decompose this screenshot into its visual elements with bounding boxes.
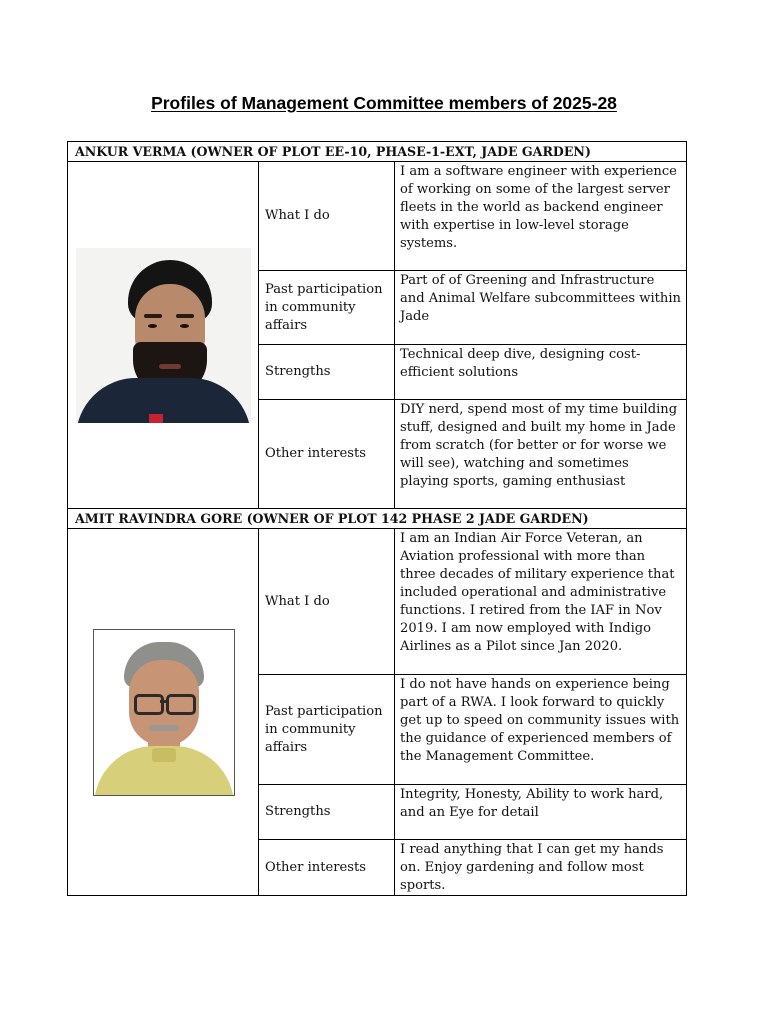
profile-header: ANKUR VERMA (OWNER OF PLOT EE-10, PHASE-1-EXT, JADE GARDEN) [68,142,687,162]
profile-photo-cell [68,529,259,896]
row-label: What I do [259,529,395,675]
row-label: Other interests [259,400,395,509]
profile-header: AMIT RAVINDRA GORE (OWNER OF PLOT 142 PHASE 2 JADE GARDEN) [68,509,687,529]
row-value: I am an Indian Air Force Veteran, an Aviation professional with more than three decades of military experience that included operational and administrative functions. I retired from the IAF in Nov 2019. I am now employed with Indigo Airlines as a Pilot since Jan 2020. [395,529,687,675]
page-title: Profiles of Management Committee members of 2025-28 [151,93,617,113]
profile-row [68,529,687,675]
profile-photo [93,629,235,796]
profile-row [68,162,687,271]
profiles-table [67,141,687,896]
row-value: I am a software engineer with experience of working on some of the largest server fleets in the world as backend engineer with expertise in low-level storage systems. [395,162,687,271]
row-label: Strengths [259,785,395,840]
row-value: Integrity, Honesty, Ability to work hard, and an Eye for detail [395,785,687,840]
row-label: Strengths [259,345,395,400]
row-label: Past participation in community affairs [259,271,395,345]
profile-photo [76,248,251,423]
profile-photo-cell [68,162,259,509]
row-label: What I do [259,162,395,271]
row-value: I read anything that I can get my hands on. Enjoy gardening and follow most sports. [395,840,687,896]
row-label: Other interests [259,840,395,896]
profile-header-row [68,142,687,162]
row-label: Past participation in community affairs [259,675,395,785]
row-value: Part of of Greening and Infrastructure and Animal Welfare subcommittees within Jade [395,271,687,345]
row-value: Technical deep dive, designing cost-efficient solutions [395,345,687,400]
row-value: DIY nerd, spend most of my time building stuff, designed and built my home in Jade from scratch (for better or for worse we will see), watching and sometimes playing sports, gaming enthusiast [395,400,687,509]
profile-header-row [68,509,687,529]
row-value: I do not have hands on experience being part of a RWA. I look forward to quickly get up to speed on community issues with the guidance of experienced members of the Management Committee. [395,675,687,785]
